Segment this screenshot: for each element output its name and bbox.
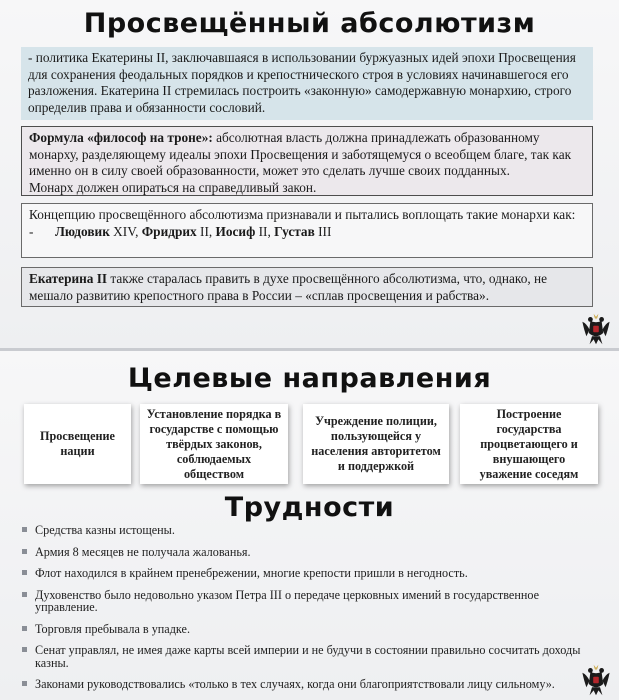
catherine-name: Екатерина II bbox=[29, 271, 108, 286]
goal-card-text: Построение государства процветающего и внушающего уважение соседям bbox=[479, 406, 579, 481]
list-item bbox=[20, 678, 600, 691]
list-item bbox=[20, 589, 600, 614]
list-item bbox=[20, 644, 600, 669]
bullet-square-icon bbox=[22, 647, 27, 652]
bullet-square-icon bbox=[22, 681, 27, 686]
monarchs-list bbox=[29, 224, 585, 241]
bullet-square-icon bbox=[22, 527, 27, 532]
monarch-number: XIV, bbox=[109, 223, 142, 239]
goal-card bbox=[303, 404, 449, 484]
double-headed-eagle-icon bbox=[580, 663, 612, 697]
catherine-text: также старалась править в духе просвещённого абсолютизма, что, однако, не мешало развитию крепостного права в России – «сплав просвещения и рабства». bbox=[29, 271, 548, 303]
formula-text-2: Монарх должен опираться на справедливый закон. bbox=[29, 179, 317, 195]
definition-text: - политика Екатерины II, заключавшаяся в использовании буржуазных идей эпохи Просвещения для сохранения феодальных порядков и крепостнического строя в условиях начинавшегося его разложения. Екатерина II стремилась построить «законную» самодержавную монархию, строго определив права и обязанности сословий. bbox=[28, 50, 576, 115]
bullet-square-icon bbox=[22, 549, 27, 554]
difficulty-text: Законами руководствовались «только в тех случаях, когда они благоприятствовали лицу сильному». bbox=[35, 677, 555, 691]
bullet-square-icon bbox=[22, 570, 27, 575]
formula-term: Формула «философ на троне»: bbox=[29, 130, 213, 145]
monarch-name: Фридрих bbox=[141, 223, 197, 239]
difficulty-text: Средства казны истощены. bbox=[35, 523, 175, 537]
list-item bbox=[20, 524, 600, 537]
goals-title: Целевые направления bbox=[127, 363, 492, 394]
goal-card bbox=[24, 404, 131, 484]
catherine-box bbox=[21, 267, 593, 307]
monarch-name: Густав bbox=[274, 223, 315, 239]
bullet-square-icon bbox=[22, 592, 27, 597]
slide-title: Просвещённый абсолютизм bbox=[83, 8, 536, 39]
list-item bbox=[20, 623, 600, 636]
monarch-name: Иосиф bbox=[215, 223, 256, 239]
goal-card-text: Учреждение полиции, пользующейся у населения авторитетом и поддержкой bbox=[311, 414, 441, 473]
difficulties-title: Трудности bbox=[224, 492, 395, 523]
goal-card bbox=[140, 404, 288, 484]
monarch-number: II, bbox=[255, 223, 275, 239]
bullet-square-icon bbox=[22, 626, 27, 631]
goal-card-text: Просвещение нации bbox=[40, 429, 115, 458]
monarch-name: Людовик bbox=[55, 223, 110, 239]
difficulty-text: Армия 8 месяцев не получала жалованья. bbox=[35, 544, 251, 559]
difficulty-text: Духовенство было недовольно указом Петра III о передаче церковных имений в государственное управление. bbox=[35, 587, 540, 614]
definition-box bbox=[21, 47, 593, 120]
monarchs-box bbox=[21, 203, 593, 258]
slide-enlightened-absolutism bbox=[0, 0, 619, 349]
difficulty-text: Сенат управлял, не имея даже карты всей империи и не будучи в состоянии правильно сосчитать доходы казны. bbox=[35, 643, 581, 670]
list-item bbox=[20, 546, 600, 559]
list-item bbox=[20, 567, 600, 580]
goal-card bbox=[460, 404, 598, 484]
monarch-number: II, bbox=[196, 223, 216, 239]
formula-box bbox=[21, 126, 593, 196]
difficulty-text: Торговля пребывала в упадке. bbox=[35, 621, 190, 636]
list-dash: - bbox=[29, 223, 34, 239]
monarch-number: III bbox=[314, 223, 332, 239]
goal-cards bbox=[24, 404, 598, 486]
slide-goals-difficulties bbox=[0, 351, 619, 700]
monarchs-intro: Концепцию просвещённого абсолютизма признавали и пытались воплощать такие монархи как: bbox=[29, 207, 576, 222]
formula-text: абсолютная власть должна принадлежать образованному монарху, разделяющему идеалы эпохи Просвещения и заботящемуся о всеобщем благе, так как именно он в силу своей образованности, может это сделать лучше своих подданных. bbox=[29, 130, 572, 178]
difficulty-text: Флот находился в крайнем пренебрежении, многие крепости пришли в негодность. bbox=[35, 566, 468, 580]
goal-card-text: Установление порядка в государстве с помощью твёрдых законов, соблюдаемых обществом bbox=[146, 406, 282, 481]
difficulties-list bbox=[20, 524, 600, 700]
double-headed-eagle-icon bbox=[580, 312, 612, 346]
